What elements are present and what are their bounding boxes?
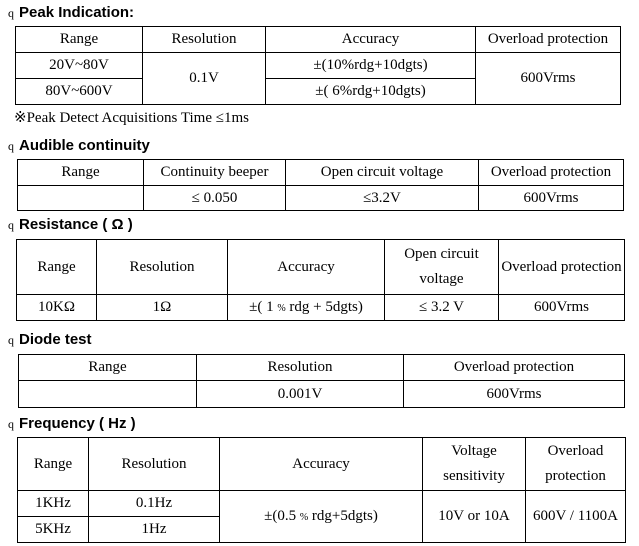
header-open-circuit-voltage: Open circuit voltage [286, 160, 479, 186]
audible-title: Audible continuity [19, 137, 150, 154]
header-open-circuit-voltage: Open circuit voltage [385, 240, 499, 295]
header-overload: Overload protection [499, 240, 625, 295]
audible-table [17, 159, 624, 211]
percent-sign: % [277, 303, 286, 315]
voltage-cell: ≤ 3.2 V [385, 295, 499, 321]
header-resolution: Resolution [89, 438, 220, 491]
bullet-icon: q [8, 139, 14, 153]
resolution-cell: 0.001V [197, 381, 404, 408]
range-cell: 20V~80V [16, 53, 143, 79]
bullet-icon: q [8, 417, 14, 431]
header-range: Range [16, 27, 143, 53]
resistance-table [16, 239, 625, 321]
frequency-table [17, 437, 626, 543]
diode-table [18, 354, 625, 408]
header-overload: Overload protection [404, 355, 625, 381]
voltage-cell: 10V or 10A [423, 491, 526, 543]
peak-title: Peak Indication: [19, 4, 135, 21]
overload-cell: 600Vrms [479, 186, 624, 211]
voltage-cell: ≤3.2V [286, 186, 479, 211]
range-cell: 1KHz [18, 491, 89, 517]
accuracy-cell: ±(10%rdg+10dgts) [266, 53, 476, 79]
frequency-heading [8, 415, 136, 432]
diode-title: Diode test [19, 331, 92, 348]
header-range: Range [17, 240, 97, 295]
overload-cell: 600Vrms [404, 381, 625, 408]
resistance-title: Resistance ( Ω ) [19, 216, 133, 233]
header-resolution: Resolution [97, 240, 228, 295]
accuracy-suffix: rdg+5dgts) [308, 508, 378, 525]
range-cell [19, 381, 197, 408]
resistance-heading [8, 216, 133, 233]
header-accuracy: Accuracy [228, 240, 385, 295]
overload-cell: 600Vrms [476, 53, 621, 105]
overload-cell: 600Vrms [499, 295, 625, 321]
resolution-cell: 0.1V [143, 53, 266, 105]
bullet-icon: q [8, 6, 14, 20]
diode-heading [8, 331, 92, 348]
header-overload: Overload protection [476, 27, 621, 53]
header-continuity-beeper: Continuity beeper [144, 160, 286, 186]
header-range: Range [18, 438, 89, 491]
header-voltage-sensitivity: Voltage sensitivity [423, 438, 526, 491]
range-cell [18, 186, 144, 211]
header-resolution: Resolution [143, 27, 266, 53]
accuracy-prefix: ±( 1 [249, 299, 278, 316]
header-accuracy: Accuracy [266, 27, 476, 53]
overload-cell: 600V / 1100A [526, 491, 626, 543]
header-accuracy: Accuracy [220, 438, 423, 491]
range-cell: 10KΩ [17, 295, 97, 321]
resolution-cell: 1Hz [89, 517, 220, 543]
peak-table [15, 26, 621, 105]
bullet-icon: q [8, 218, 14, 232]
accuracy-prefix: ±(0.5 [264, 508, 300, 525]
header-range: Range [18, 160, 144, 186]
peak-note: ※Peak Detect Acquisitions Time ≤1ms [14, 110, 249, 126]
resolution-cell: 0.1Hz [89, 491, 220, 517]
peak-heading [8, 4, 134, 21]
header-overload: Overload protection [526, 438, 626, 491]
header-range: Range [19, 355, 197, 381]
bullet-icon: q [8, 333, 14, 347]
range-cell: 5KHz [18, 517, 89, 543]
header-overload: Overload protection [479, 160, 624, 186]
accuracy-cell: ±( 6%rdg+10dgts) [266, 79, 476, 105]
accuracy-cell [220, 491, 423, 543]
range-cell: 80V~600V [16, 79, 143, 105]
audible-heading [8, 137, 150, 154]
accuracy-suffix: rdg + 5dgts) [285, 299, 363, 316]
frequency-title: Frequency ( Hz ) [19, 415, 136, 432]
continuity-cell: ≤ 0.050 [144, 186, 286, 211]
header-resolution: Resolution [197, 355, 404, 381]
percent-sign: % [299, 512, 309, 524]
accuracy-cell [228, 295, 385, 321]
resolution-cell: 1Ω [97, 295, 228, 321]
